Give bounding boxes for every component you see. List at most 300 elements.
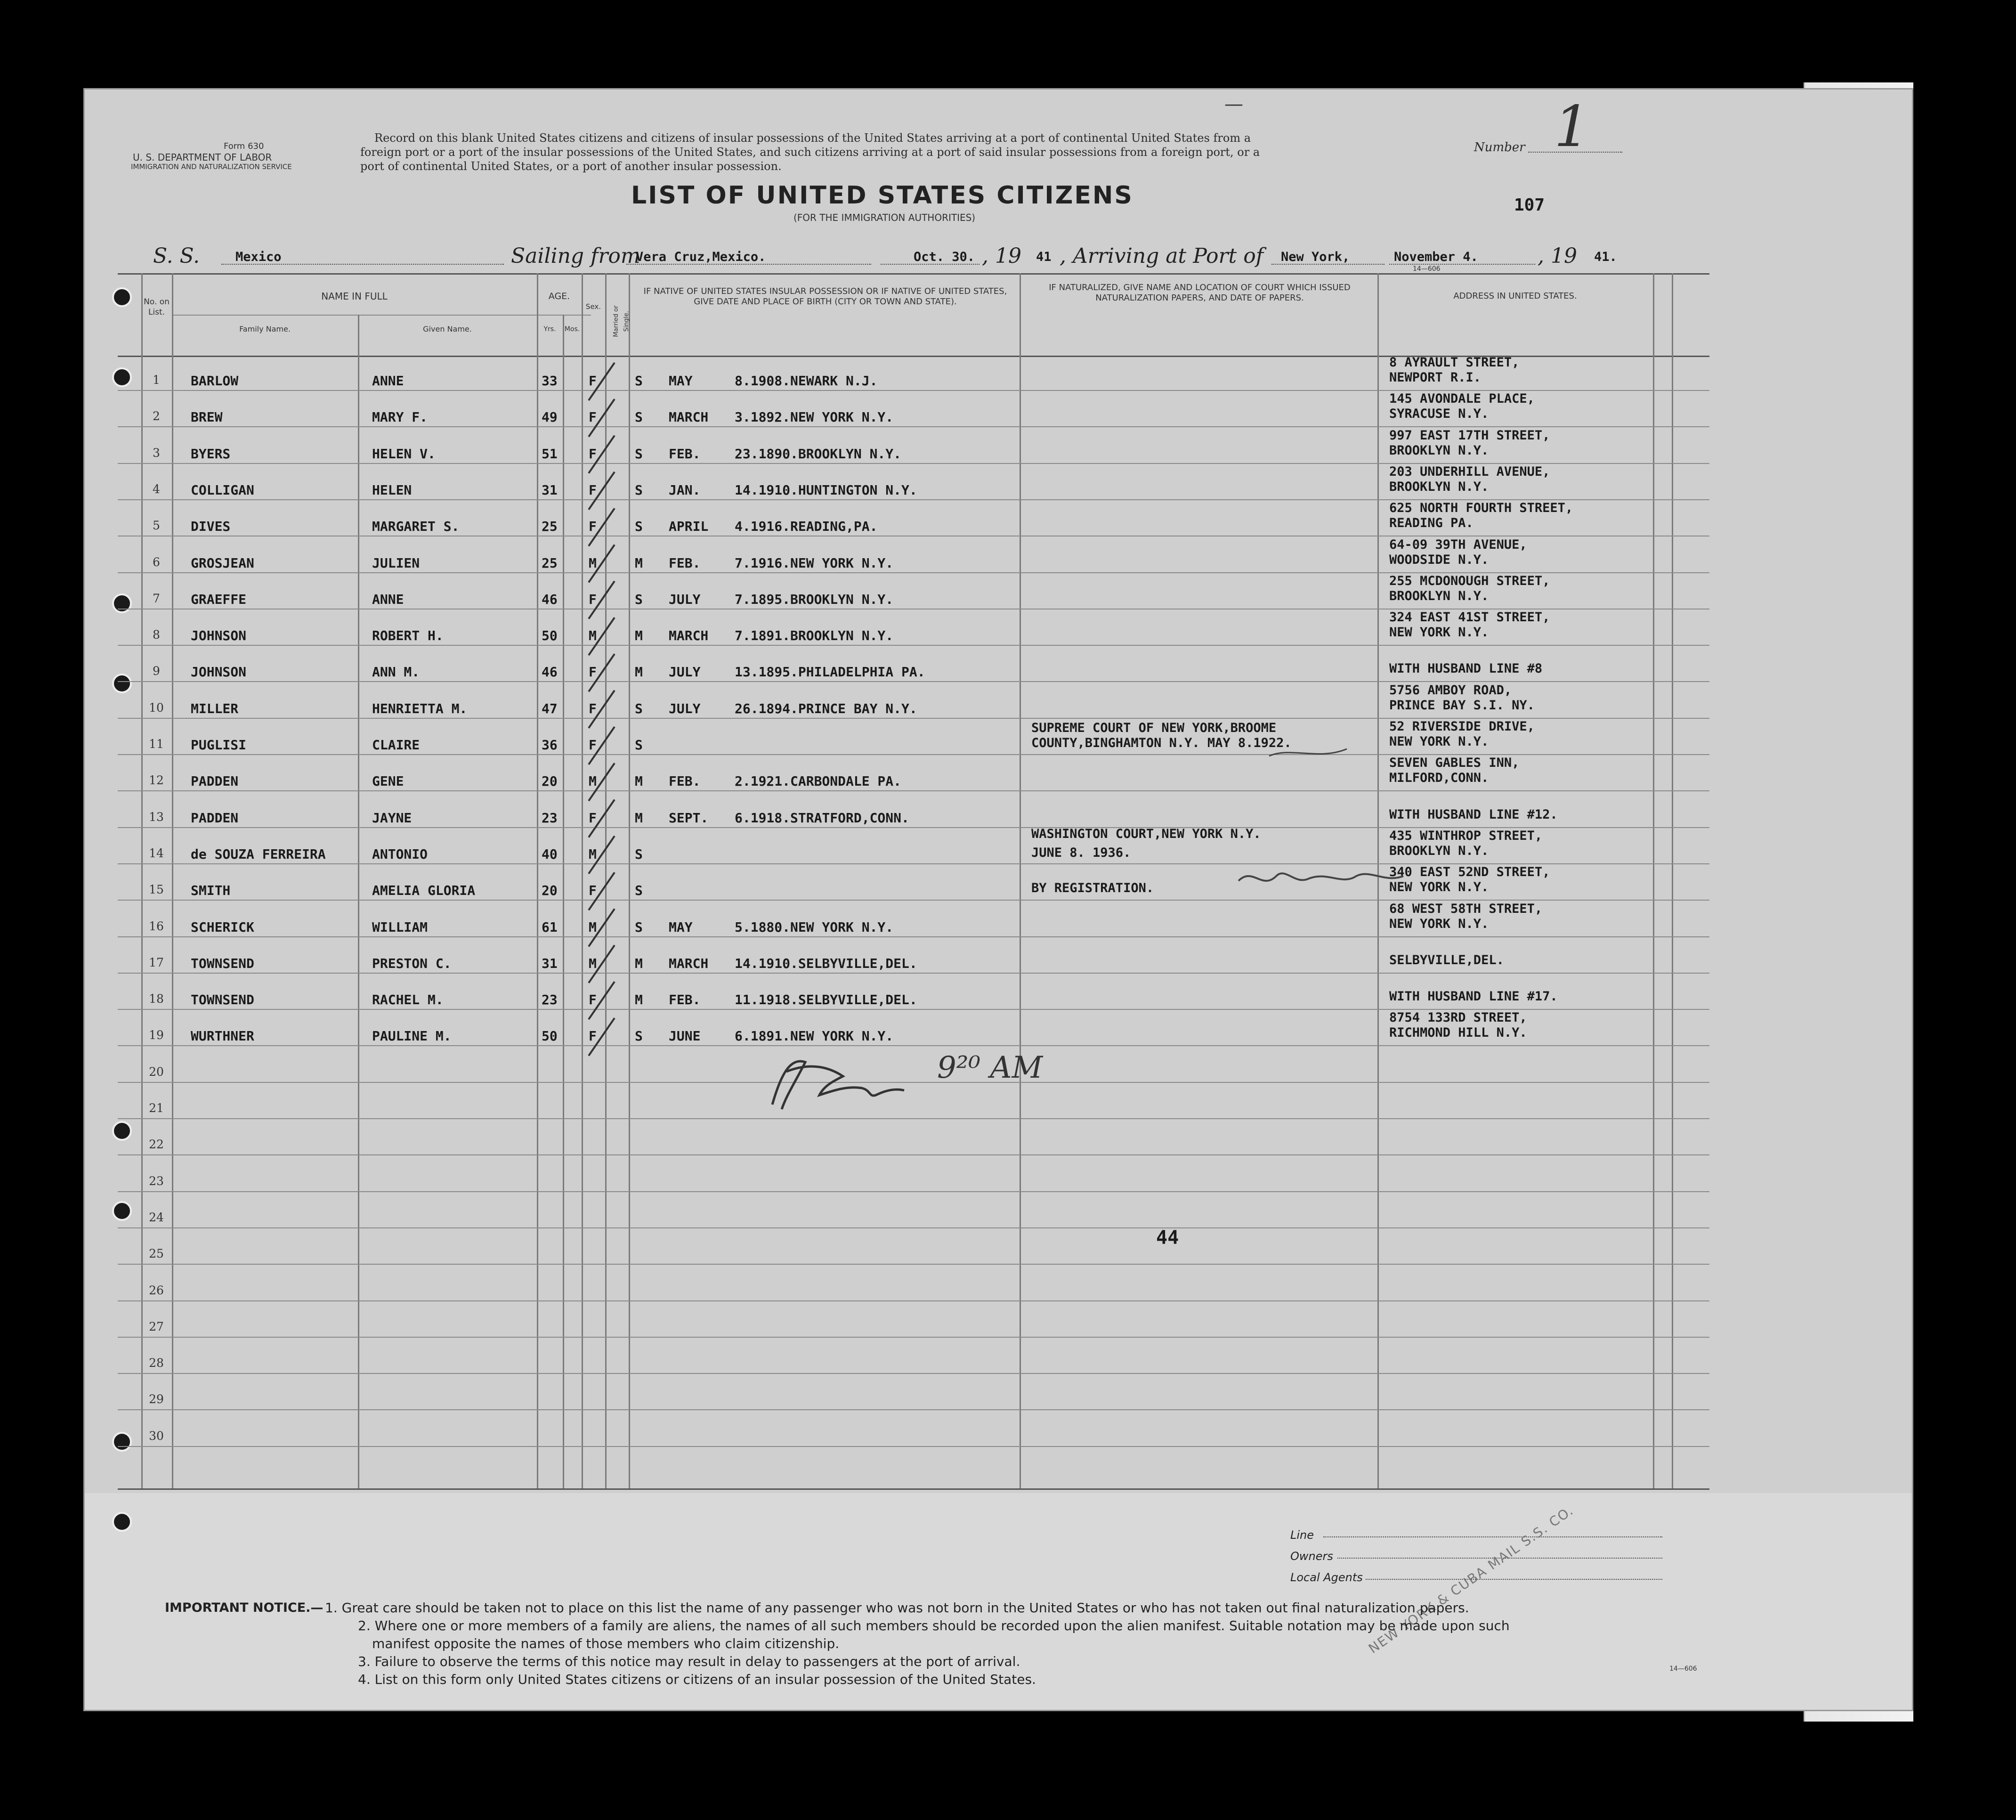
age-years: 31 bbox=[542, 482, 558, 498]
time-note: 9²⁰ AM bbox=[937, 1050, 1043, 1085]
marital-status: S bbox=[635, 409, 643, 425]
age-years: 31 bbox=[542, 956, 558, 971]
row-rule bbox=[118, 426, 1709, 427]
address-line-2: WITH HUSBAND LINE #12. bbox=[1389, 807, 1558, 822]
given-name: HELEN V. bbox=[372, 446, 436, 462]
birth-date-place: 2.1921.CARBONDALE PA. bbox=[735, 773, 902, 789]
address-line-1: 145 AVONDALE PLACE, bbox=[1389, 391, 1535, 406]
punch-hole bbox=[112, 1512, 132, 1532]
marital-status: M bbox=[635, 628, 643, 643]
sex: M bbox=[589, 956, 597, 971]
arrival-port: New York, bbox=[1281, 250, 1350, 264]
row-number: 25 bbox=[149, 1247, 164, 1260]
address-line-2: BROOKLYN N.Y. bbox=[1389, 844, 1489, 858]
row-rule bbox=[118, 572, 1709, 573]
sex: M bbox=[589, 919, 597, 935]
marital-status: M bbox=[635, 992, 643, 1008]
birth-date-place: 3.1892.NEW YORK N.Y. bbox=[735, 409, 894, 425]
check-mark bbox=[589, 472, 615, 510]
row-rule bbox=[118, 1264, 1709, 1265]
sex: M bbox=[589, 773, 597, 789]
row-rule bbox=[118, 463, 1709, 464]
row-rule bbox=[118, 1009, 1709, 1010]
family-name: JOHNSON bbox=[191, 664, 247, 680]
address-line-1: 64-09 39TH AVENUE, bbox=[1389, 537, 1527, 552]
address-line-1: 625 NORTH FOURTH STREET, bbox=[1389, 501, 1573, 515]
birth-month: JUNE bbox=[669, 1028, 701, 1044]
marital-status: S bbox=[635, 701, 643, 716]
age-years: 49 bbox=[542, 409, 558, 425]
address-line-1: 52 RIVERSIDE DRIVE, bbox=[1389, 719, 1535, 734]
row-rule bbox=[118, 790, 1709, 791]
sex: F bbox=[589, 519, 597, 534]
row-number: 15 bbox=[149, 883, 164, 896]
punch-hole bbox=[112, 1121, 132, 1141]
address-line-2: NEWPORT R.I. bbox=[1389, 370, 1482, 385]
birth-date-place: 7.1891.BROOKLYN N.Y. bbox=[735, 628, 894, 643]
row-rule bbox=[118, 863, 1709, 864]
page-subtitle: (FOR THE IMMIGRATION AUTHORITIES) bbox=[793, 212, 976, 223]
row-number: 28 bbox=[149, 1356, 164, 1370]
notice-2-cont: manifest opposite the names of those members who claim citizenship. bbox=[372, 1636, 840, 1651]
owners-label: Owners bbox=[1290, 1550, 1333, 1563]
header-mos: Mos. bbox=[564, 325, 580, 333]
row-number: 10 bbox=[149, 701, 164, 715]
address-line-2: RICHMOND HILL N.Y. bbox=[1389, 1025, 1527, 1040]
marital-status: S bbox=[635, 482, 643, 498]
page-title: LIST OF UNITED STATES CITIZENS bbox=[631, 181, 1133, 210]
marital-status: S bbox=[635, 373, 643, 389]
family-name: SCHERICK bbox=[191, 919, 254, 935]
birth-month: JULY bbox=[669, 592, 701, 607]
given-name: JULIEN bbox=[372, 555, 420, 571]
notice-1: 1. Great care should be taken not to place on this list the name of any passenger who was not born in the United States or who has not taken out final naturalization papers. bbox=[325, 1600, 1469, 1616]
sex: F bbox=[589, 409, 597, 425]
row-number: 19 bbox=[149, 1028, 164, 1042]
row-rule bbox=[118, 1337, 1709, 1338]
header-no: No. on List. bbox=[144, 297, 170, 317]
header-age: AGE. bbox=[548, 291, 570, 301]
check-mark bbox=[589, 436, 615, 473]
list-number: 1 bbox=[1554, 94, 1590, 160]
check-mark bbox=[589, 581, 615, 619]
sex: F bbox=[589, 810, 597, 826]
birth-date-place: 14.1910.HUNTINGTON N.Y. bbox=[735, 482, 917, 498]
service-name: IMMIGRATION AND NATURALIZATION SERVICE bbox=[131, 162, 292, 171]
birth-month: JULY bbox=[669, 701, 701, 716]
row-rule bbox=[118, 973, 1709, 974]
row-number: 6 bbox=[153, 555, 160, 569]
punch-hole bbox=[112, 287, 132, 307]
sex: F bbox=[589, 1028, 597, 1044]
address-line-2: WITH HUSBAND LINE #17. bbox=[1389, 989, 1558, 1004]
check-mark bbox=[589, 399, 615, 437]
row-number: 1 bbox=[153, 373, 160, 387]
address-line-2: NEW YORK N.Y. bbox=[1389, 625, 1489, 640]
line-field bbox=[1323, 1536, 1662, 1537]
punch-hole bbox=[112, 1432, 132, 1452]
birth-date-place: 14.1910.SELBYVILLE,DEL. bbox=[735, 956, 917, 971]
ship-name: Mexico bbox=[235, 250, 282, 264]
given-name: ANTONIO bbox=[372, 846, 428, 862]
form-number: Form 630 bbox=[224, 141, 264, 151]
from-port-line bbox=[626, 264, 871, 265]
row-number: 2 bbox=[153, 409, 160, 423]
birth-month: FEB. bbox=[669, 446, 701, 462]
row-number: 22 bbox=[149, 1138, 164, 1151]
row-number: 27 bbox=[149, 1320, 164, 1333]
check-mark bbox=[589, 654, 615, 691]
address-line-2: PRINCE BAY S.I. NY. bbox=[1389, 698, 1535, 713]
age-years: 50 bbox=[542, 1028, 558, 1044]
family-name: BARLOW bbox=[191, 373, 239, 389]
family-name: BREW bbox=[191, 409, 223, 425]
birth-date-place: 26.1894.PRINCE BAY N.Y. bbox=[735, 701, 917, 716]
agents-label: Local Agents bbox=[1290, 1571, 1363, 1584]
sex: F bbox=[589, 664, 597, 680]
table-top-border bbox=[118, 273, 1709, 275]
birth-date-place: 6.1891.NEW YORK N.Y. bbox=[735, 1028, 894, 1044]
header-yrs: Yrs. bbox=[543, 325, 556, 333]
family-name: MILLER bbox=[191, 701, 239, 716]
sex: F bbox=[589, 373, 597, 389]
address-line-1: 435 WINTHROP STREET, bbox=[1389, 829, 1543, 843]
row-rule bbox=[118, 936, 1709, 937]
check-mark bbox=[589, 836, 615, 874]
address-line-2: READING PA. bbox=[1389, 516, 1474, 530]
row-rule bbox=[118, 1154, 1709, 1155]
marital-status: M bbox=[635, 555, 643, 571]
birth-month: MAY bbox=[669, 919, 693, 935]
address-line-1: 5756 AMBOY ROAD, bbox=[1389, 683, 1512, 698]
family-name: BYERS bbox=[191, 446, 231, 462]
check-mark bbox=[589, 1018, 615, 1056]
row-number: 24 bbox=[149, 1211, 164, 1224]
header-name-in-full: NAME IN FULL bbox=[321, 291, 388, 302]
address-line-2: NEW YORK N.Y. bbox=[1389, 880, 1489, 894]
birth-month: MARCH bbox=[669, 956, 709, 971]
address-line-2: WOODSIDE N.Y. bbox=[1389, 552, 1489, 567]
header-birth: IF NATIVE OF UNITED STATES INSULAR POSSESSION OR IF NATIVE OF UNITED STATES, GIVE DATE AND PLACE OF BIRTH (CITY OR TOWN AND STATE). bbox=[643, 286, 1007, 307]
company-stamp: NEW YORK & CUBA MAIL S.S. CO. bbox=[1366, 1502, 1577, 1657]
header-address: ADDRESS IN UNITED STATES. bbox=[1453, 291, 1577, 301]
sex: M bbox=[589, 628, 597, 643]
row-number: 7 bbox=[153, 592, 160, 605]
sex: M bbox=[589, 555, 597, 571]
form-code-small: 14—606 bbox=[1413, 265, 1441, 273]
court-underline-mark bbox=[1267, 744, 1352, 763]
ss-label: S. S. bbox=[153, 244, 200, 268]
row-rule bbox=[118, 1227, 1709, 1228]
age-years: 23 bbox=[542, 810, 558, 826]
header-married: Married or Single. bbox=[613, 305, 630, 337]
family-name: TOWNSEND bbox=[191, 992, 254, 1008]
col-line bbox=[358, 315, 359, 1488]
header-given-name: Given Name. bbox=[423, 325, 472, 333]
address-line-1: SEVEN GABLES INN, bbox=[1389, 756, 1520, 770]
marital-status: S bbox=[635, 592, 643, 607]
marital-status: M bbox=[635, 810, 643, 826]
line-label: Line bbox=[1290, 1528, 1314, 1542]
sex: F bbox=[589, 737, 597, 753]
family-name: PADDEN bbox=[191, 810, 239, 826]
age-years: 40 bbox=[542, 846, 558, 862]
department-name: U. S. DEPARTMENT OF LABOR bbox=[133, 152, 272, 163]
col-line bbox=[563, 315, 564, 1488]
address-line-2: BROOKLYN N.Y. bbox=[1389, 479, 1489, 494]
birth-month: SEPT. bbox=[669, 810, 709, 826]
year-label-1: , 19 bbox=[982, 244, 1021, 268]
address-line-1: 340 EAST 52ND STREET, bbox=[1389, 865, 1550, 879]
punch-hole bbox=[112, 593, 132, 613]
check-marks bbox=[570, 358, 664, 1064]
age-years: 61 bbox=[542, 919, 558, 935]
given-name: CLAIRE bbox=[372, 737, 420, 753]
row-number: 14 bbox=[149, 846, 164, 860]
marital-status: S bbox=[635, 737, 643, 753]
given-name: PRESTON C. bbox=[372, 956, 452, 971]
check-mark bbox=[589, 872, 615, 910]
naturalization-puglisi-1: SUPREME COURT OF NEW YORK,BROOME bbox=[1031, 721, 1277, 735]
arrival-year: 41. bbox=[1594, 250, 1617, 264]
check-mark bbox=[589, 691, 615, 728]
family-name: GRAEFFE bbox=[191, 592, 247, 607]
sail-date: Oct. 30. bbox=[914, 250, 975, 264]
instruction-line-1: Record on this blank United States citizens and citizens of insular possessions of the United States arriving at a port of continental United States from a bbox=[374, 131, 1251, 145]
naturalization-puglisi-2: COUNTY,BINGHAMTON N.Y. MAY 8.1922. bbox=[1031, 736, 1292, 750]
header-naturalized: IF NATURALIZED, GIVE NAME AND LOCATION OF COURT WHICH ISSUED NATURALIZATION PAPERS, AND DATE OF PAPERS. bbox=[1049, 283, 1351, 303]
arrival-date: November 4. bbox=[1394, 250, 1478, 264]
sex: M bbox=[589, 846, 597, 862]
stamped-number: 107 bbox=[1514, 195, 1545, 215]
row-number: 13 bbox=[149, 810, 164, 824]
row-rule bbox=[118, 390, 1709, 391]
age-years: 25 bbox=[542, 555, 558, 571]
row-number: 12 bbox=[149, 773, 164, 787]
address-line-1: 997 EAST 17TH STREET, bbox=[1389, 428, 1550, 443]
registration-signature bbox=[1234, 862, 1413, 895]
row-rule bbox=[118, 1191, 1709, 1192]
row-number: 17 bbox=[149, 956, 164, 969]
col-line bbox=[172, 273, 173, 1488]
address-line-1: 324 EAST 41ST STREET, bbox=[1389, 610, 1550, 625]
age-header-rule bbox=[537, 315, 582, 316]
family-name: PUGLISI bbox=[191, 737, 247, 753]
check-mark bbox=[589, 618, 615, 655]
age-years: 25 bbox=[542, 519, 558, 534]
marital-status: S bbox=[635, 1028, 643, 1044]
naturalization-souza-2: JUNE 8. 1936. bbox=[1031, 845, 1131, 860]
row-rule bbox=[118, 754, 1709, 755]
row-number: 23 bbox=[149, 1174, 164, 1188]
marital-status: S bbox=[635, 883, 643, 898]
arriving-label: , Arriving at Port of bbox=[1060, 244, 1263, 268]
age-years: 23 bbox=[542, 992, 558, 1008]
family-name: WURTHNER bbox=[191, 1028, 254, 1044]
row-rule bbox=[118, 681, 1709, 682]
sailing-label: Sailing from bbox=[511, 244, 640, 268]
check-mark bbox=[589, 545, 615, 583]
from-port: Vera Cruz,Mexico. bbox=[636, 250, 766, 264]
given-name: MARY F. bbox=[372, 409, 428, 425]
marital-status: M bbox=[635, 664, 643, 680]
family-name: PADDEN bbox=[191, 773, 239, 789]
given-name: AMELIA GLORIA bbox=[372, 883, 476, 898]
birth-month: JAN. bbox=[669, 482, 701, 498]
row-number: 30 bbox=[149, 1429, 164, 1443]
row-rule bbox=[118, 900, 1709, 901]
birth-month: MARCH bbox=[669, 409, 709, 425]
row-number: 5 bbox=[153, 519, 160, 532]
row-number: 9 bbox=[153, 664, 160, 678]
row-number: 20 bbox=[149, 1065, 164, 1079]
table-bottom-border bbox=[118, 1488, 1709, 1490]
arrival-port-line bbox=[1271, 264, 1384, 265]
notice-4: 4. List on this form only United States citizens or citizens of an insular possession of the United States. bbox=[358, 1672, 1036, 1687]
birth-month: FEB. bbox=[669, 992, 701, 1008]
family-name: JOHNSON bbox=[191, 628, 247, 643]
dash-mark: — bbox=[1224, 93, 1243, 115]
birth-month: JULY bbox=[669, 664, 701, 680]
punch-hole bbox=[112, 1201, 132, 1221]
punch-hole bbox=[112, 367, 132, 387]
row-rule bbox=[118, 718, 1709, 719]
address-line-1: 255 MCDONOUGH STREET, bbox=[1389, 574, 1550, 588]
family-name: DIVES bbox=[191, 519, 231, 534]
marital-status: S bbox=[635, 446, 643, 462]
row-rule bbox=[118, 1373, 1709, 1374]
sex: F bbox=[589, 482, 597, 498]
row-rule bbox=[118, 1446, 1709, 1447]
row-number: 21 bbox=[149, 1101, 164, 1115]
given-name: ROBERT H. bbox=[372, 628, 444, 643]
row-number: 8 bbox=[153, 628, 160, 642]
birth-month: MARCH bbox=[669, 628, 709, 643]
address-line-1: 8754 133RD STREET, bbox=[1389, 1010, 1527, 1025]
family-name: TOWNSEND bbox=[191, 956, 254, 971]
given-name: JAYNE bbox=[372, 810, 412, 826]
sex: F bbox=[589, 592, 597, 607]
row-rule bbox=[118, 1409, 1709, 1410]
birth-month: APRIL bbox=[669, 519, 709, 534]
birth-date-place: 7.1916.NEW YORK N.Y. bbox=[735, 555, 894, 571]
birth-date-place: 6.1918.STRATFORD,CONN. bbox=[735, 810, 909, 826]
address-line-2: MILFORD,CONN. bbox=[1389, 771, 1489, 785]
row-number: 3 bbox=[153, 446, 160, 460]
check-mark bbox=[589, 763, 615, 801]
check-mark bbox=[589, 909, 615, 947]
age-years: 50 bbox=[542, 628, 558, 643]
row-number: 16 bbox=[149, 919, 164, 933]
age-years: 20 bbox=[542, 773, 558, 789]
name-header-rule bbox=[172, 315, 591, 316]
check-mark bbox=[589, 727, 615, 764]
given-name: ANN M. bbox=[372, 664, 420, 680]
sex: F bbox=[589, 446, 597, 462]
page-number: 44 bbox=[1156, 1227, 1179, 1249]
agents-field bbox=[1366, 1579, 1662, 1580]
sex: F bbox=[589, 701, 597, 716]
given-name: HELEN bbox=[372, 482, 412, 498]
notice-3: 3. Failure to observe the terms of this notice may result in delay to passengers at the port of arrival. bbox=[358, 1654, 1020, 1669]
family-name: COLLIGAN bbox=[191, 482, 254, 498]
address-line-2: SELBYVILLE,DEL. bbox=[1389, 953, 1504, 967]
sex: F bbox=[589, 883, 597, 898]
header-family-name: Family Name. bbox=[239, 325, 291, 333]
marital-status: S bbox=[635, 919, 643, 935]
notice-2: 2. Where one or more members of a family are aliens, the names of all such members should be recorded upon the alien manifest. Suitable notation may be made upon such bbox=[358, 1618, 1510, 1633]
year-label-2: , 19 bbox=[1538, 244, 1577, 268]
footer-form-code: 14—606 bbox=[1669, 1665, 1697, 1673]
address-line-2: NEW YORK N.Y. bbox=[1389, 734, 1489, 749]
punch-hole bbox=[112, 674, 132, 693]
row-rule bbox=[118, 645, 1709, 646]
check-mark bbox=[589, 800, 615, 837]
sail-date-line bbox=[881, 264, 980, 265]
row-number: 26 bbox=[149, 1284, 164, 1297]
given-name: ANNE bbox=[372, 592, 404, 607]
instruction-line-2: foreign port or a port of the insular possessions of the United States, and such citizens arriving at a port of said insular possessions from a foreign port, or a bbox=[360, 146, 1260, 159]
col-line bbox=[1020, 273, 1021, 1488]
check-mark bbox=[589, 982, 615, 1019]
notice-title: IMPORTANT NOTICE.— bbox=[165, 1601, 324, 1615]
given-name: PAULINE M. bbox=[372, 1028, 452, 1044]
given-name: RACHEL M. bbox=[372, 992, 444, 1008]
family-name: de SOUZA FERREIRA bbox=[191, 846, 326, 862]
arrival-date-line bbox=[1389, 264, 1535, 265]
given-name: GENE bbox=[372, 773, 404, 789]
col-line bbox=[1653, 273, 1654, 1488]
birth-date-place: 8.1908.NEWARK N.J. bbox=[735, 373, 878, 389]
age-years: 46 bbox=[542, 592, 558, 607]
birth-date-place: 7.1895.BROOKLYN N.Y. bbox=[735, 592, 894, 607]
age-years: 47 bbox=[542, 701, 558, 716]
ship-line bbox=[221, 264, 504, 265]
given-name: WILLIAM bbox=[372, 919, 428, 935]
naturalization-souza-1: WASHINGTON COURT,NEW YORK N.Y. bbox=[1031, 827, 1261, 841]
row-rule bbox=[118, 1300, 1709, 1301]
birth-date-place: 13.1895.PHILADELPHIA PA. bbox=[735, 664, 925, 680]
birth-date-place: 11.1918.SELBYVILLE,DEL. bbox=[735, 992, 917, 1008]
number-label: Number bbox=[1474, 140, 1525, 154]
marital-status: M bbox=[635, 956, 643, 971]
birth-month: FEB. bbox=[669, 773, 701, 789]
col-line bbox=[537, 273, 538, 1488]
age-years: 36 bbox=[542, 737, 558, 753]
marital-status: S bbox=[635, 519, 643, 534]
address-line-2: BROOKLYN N.Y. bbox=[1389, 589, 1489, 603]
marital-status: S bbox=[635, 846, 643, 862]
birth-month: FEB. bbox=[669, 555, 701, 571]
given-name: HENRIETTA M. bbox=[372, 701, 468, 716]
header-sex: Sex. bbox=[585, 302, 601, 311]
birth-month: MAY bbox=[669, 373, 693, 389]
address-line-2: WITH HUSBAND LINE #8 bbox=[1389, 661, 1543, 676]
age-years: 46 bbox=[542, 664, 558, 680]
marital-status: M bbox=[635, 773, 643, 789]
address-line-1: 203 UNDERHILL AVENUE, bbox=[1389, 464, 1550, 479]
sail-year: 41 bbox=[1036, 250, 1052, 264]
row-rule bbox=[118, 499, 1709, 500]
given-name: MARGARET S. bbox=[372, 519, 460, 534]
row-number: 11 bbox=[149, 737, 164, 751]
sex: F bbox=[589, 992, 597, 1008]
family-name: GROSJEAN bbox=[191, 555, 254, 571]
age-years: 33 bbox=[542, 373, 558, 389]
row-rule bbox=[118, 827, 1709, 828]
row-number: 4 bbox=[153, 482, 160, 496]
address-line-1: 68 WEST 58TH STREET, bbox=[1389, 902, 1543, 916]
